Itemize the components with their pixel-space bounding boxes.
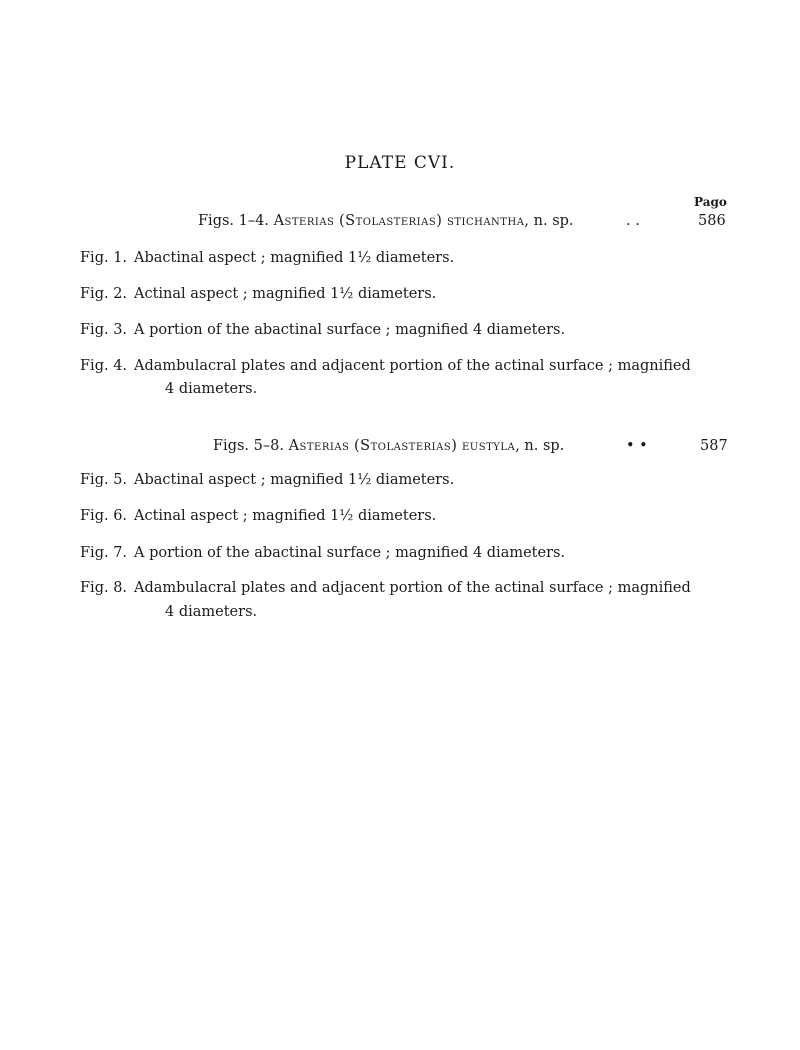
- figure-caption: Actinal aspect ; magnified 1½ diameters.: [134, 286, 437, 302]
- figure-entry: [80, 322, 565, 338]
- figure-caption: A portion of the abactinal surface ; magnified 4 diameters.: [134, 545, 566, 561]
- page-number: 587: [700, 438, 728, 454]
- species-name: eustyla: [461, 438, 516, 454]
- species-suffix: , n. sp.: [515, 438, 565, 454]
- figure-caption-continuation: 4 diameters.: [165, 381, 258, 397]
- figure-entry: [80, 286, 436, 302]
- figure-entry: [80, 472, 454, 488]
- genus-name: Asterias: [288, 438, 350, 454]
- subgenus-name: (Stolasterias): [354, 438, 458, 454]
- figure-label: Fig. 4.: [80, 358, 128, 374]
- group-prefix: Figs. 1–4.: [198, 213, 269, 229]
- figure-label: Fig. 3.: [80, 322, 128, 338]
- subgenus-name: (Stolasterias): [339, 213, 443, 229]
- genus-name: Asterias: [273, 213, 335, 229]
- figure-entry: [80, 545, 565, 561]
- figure-caption: Adambulacral plates and adjacent portion of the actinal surface ; magnified: [134, 580, 691, 596]
- figure-caption: Actinal aspect ; magnified 1½ diameters.: [134, 508, 437, 524]
- leader-dots: . .: [626, 213, 640, 229]
- group-heading: [198, 213, 574, 229]
- plate-title: PLATE CVI.: [344, 153, 456, 173]
- figure-caption: Abactinal aspect ; magnified 1½ diameters.: [134, 472, 455, 488]
- figure-entry: [80, 250, 454, 266]
- figure-label: Fig. 5.: [80, 472, 128, 488]
- species-suffix: , n. sp.: [524, 213, 574, 229]
- figure-label: Fig. 2.: [80, 286, 128, 302]
- figure-label: Fig. 7.: [80, 545, 128, 561]
- figure-entry: [80, 580, 691, 596]
- figure-label: Fig. 1.: [80, 250, 128, 266]
- figure-label: Fig. 6.: [80, 508, 128, 524]
- group-heading: [213, 438, 564, 454]
- page-column-label: Pago: [694, 195, 727, 209]
- species-name: stichantha: [446, 213, 525, 229]
- page-number: 586: [698, 213, 726, 229]
- leader-dots: • •: [626, 438, 648, 454]
- figure-caption: A portion of the abactinal surface ; magnified 4 diameters.: [134, 322, 566, 338]
- figure-caption: Adambulacral plates and adjacent portion of the actinal surface ; magnified: [134, 358, 691, 374]
- figure-caption: Abactinal aspect ; magnified 1½ diameters.: [134, 250, 455, 266]
- figure-entry: [80, 358, 691, 374]
- figure-caption-continuation: 4 diameters.: [165, 604, 258, 620]
- figure-label: Fig. 8.: [80, 580, 128, 596]
- group-prefix: Figs. 5–8.: [213, 438, 284, 454]
- figure-entry: [80, 508, 436, 524]
